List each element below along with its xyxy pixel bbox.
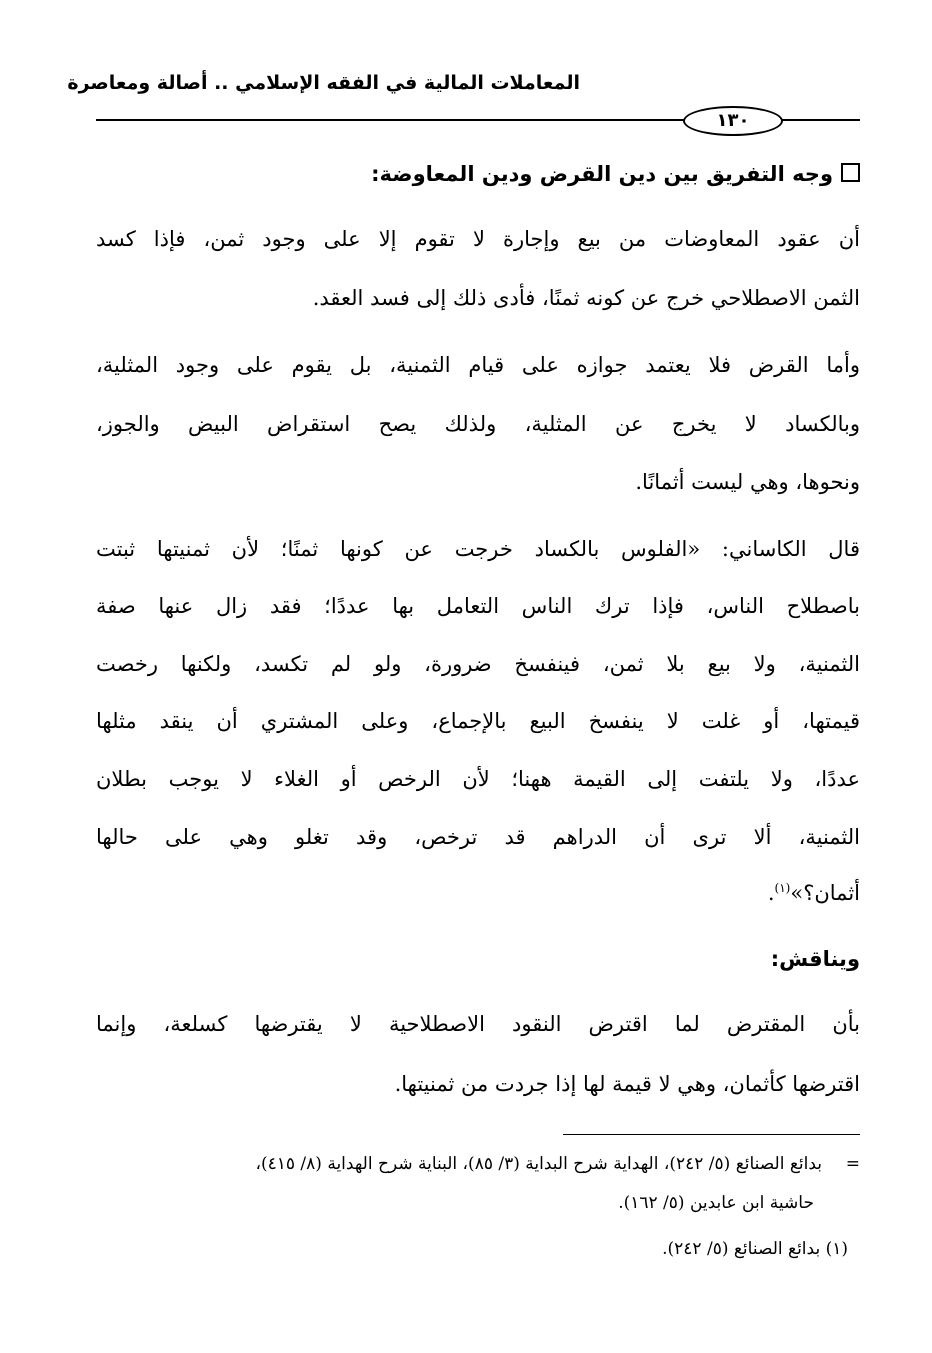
quote-end-text: أثمان؟» (790, 881, 860, 905)
paragraph-3-line-2: باصطلاح الناس، فإذا ترك الناس التعامل بها عددًا؛ فقد زال عنها صفة (96, 594, 860, 618)
paragraph-3-line-7 (96, 881, 860, 905)
paragraph-1-line-1: أن عقود المعاوضات من بيع وإجارة لا تقوم إلا على وجود ثمن، فإذا كسد (96, 227, 860, 251)
running-header-title: المعاملات المالية في الفقه الإسلامي .. أصالة ومعاصرة (67, 72, 580, 94)
footnote-continuation-line-2: حاشية ابن عابدين (٥/ ١٦٢). (618, 1193, 814, 1213)
footnote-ref-1: (١) (774, 881, 791, 895)
paragraph-4-line-2: اقترضها كأثمان، وهي لا قيمة لها إذا جردت من ثمنيتها. (394, 1072, 860, 1096)
section-heading-text: وجه التفريق بين دين القرض ودين المعاوضة: (371, 162, 833, 186)
footnote-continuation-line-1 (96, 1154, 860, 1174)
quote-end-period: . (767, 881, 775, 905)
paragraph-3-line-1: قال الكاساني: «الفلوس بالكساد خرجت عن كونها ثمنًا؛ لأن ثمنيتها ثبتت (96, 537, 860, 561)
footnote-rule (563, 1134, 860, 1135)
paragraph-2-line-1: وأما القرض فلا يعتمد جوازه على قيام الثمنية، بل يقوم على وجود المثلية، (96, 353, 860, 377)
section-heading (96, 162, 860, 186)
paragraph-3-line-4: قيمتها، أو غلت لا ينفسخ البيع بالإجماع، وعلى المشتري أن ينقد مثلها (96, 709, 860, 733)
paragraph-3-line-6: الثمنية، ألا ترى أن الدراهم قد ترخص، وقد تغلو وهي على حالها (96, 825, 860, 849)
continuation-mark: = (845, 1154, 860, 1174)
paragraph-2-line-2: وبالكساد لا يخرج عن المثلية، ولذلك يصح استقراض البيض والجوز، (96, 412, 860, 436)
footnote-1: (١) بدائع الصنائع (٥/ ٢٤٢). (662, 1239, 848, 1259)
paragraph-2-line-3: ونحوها، وهي ليست أثمانًا. (635, 470, 860, 494)
paragraph-3-line-3: الثمنية، ولا بيع بلا ثمن، فينفسخ ضرورة، ولو لم تكسد، ولكنها رخصت (96, 652, 860, 676)
checkbox-icon (841, 163, 860, 182)
page-number: ١٣٠ (683, 106, 783, 136)
footnote-continuation-text-1: بدائع الصنائع (٥/ ٢٤٢)، الهداية شرح البداية (٣/ ٨٥)، البناية شرح الهداية (٨/ ٤١٥)، (255, 1154, 822, 1174)
paragraph-1-line-2: الثمن الاصطلاحي خرج عن كونه ثمنًا، فأدى ذلك إلى فسد العقد. (312, 286, 860, 310)
discussion-subheading: ويناقش: (770, 947, 860, 971)
paragraph-4-line-1: بأن المقترض لما اقترض النقود الاصطلاحية لا يقترضها كسلعة، وإنما (96, 1012, 860, 1036)
paragraph-3-line-5: عددًا، ولا يلتفت إلى القيمة ههنا؛ لأن الرخص أو الغلاء لا يوجب بطلان (96, 767, 860, 791)
